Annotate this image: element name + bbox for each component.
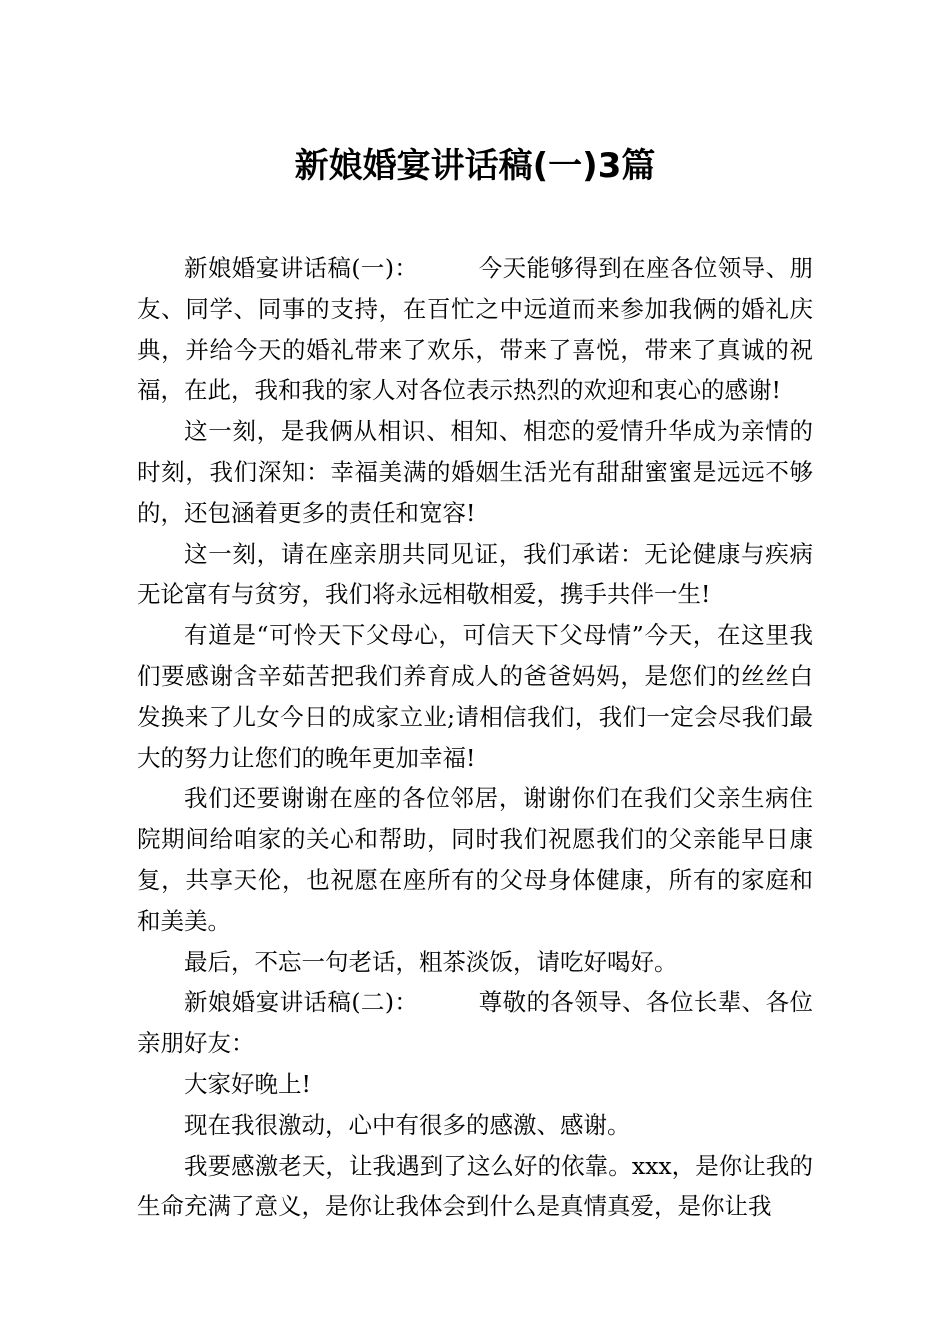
paragraph-2: 这一刻，是我俩从相识、相知、相恋的爱情升华成为亲情的时刻，我们深知：幸福美满的婚姻生活光有甜甜蜜蜜是远远不够的，还包涵着更多的责任和宽容! bbox=[137, 417, 813, 527]
document-title: 新娘婚宴讲话稿(一)3篇 bbox=[294, 146, 656, 186]
document-body bbox=[137, 248, 813, 1227]
paragraph-4: 有道是“可怜天下父母心，可信天下父母情”今天，在这里我们要感谢含辛茹苦把我们养育成人的爸爸妈妈，是您们的丝丝白发换来了儿女今日的成家立业;请相信我们，我们一定会尽我们最大的努力让您们的晚年更加幸福! bbox=[137, 621, 813, 772]
paragraph-8: 大家好晚上! bbox=[184, 1069, 311, 1098]
paragraph-10: 我要感激老天，让我遇到了这么好的依靠。xxx，是你让我的生命充满了意义，是你让我体会到什么是真情真爱，是你让我 bbox=[137, 1151, 813, 1221]
paragraph-1-text: 今天能够得到在座各位领导、朋友、同学、同事的支持，在百忙之中远道而来参加我俩的婚礼庆典，并给今天的婚礼带来了欢乐，带来了喜悦，带来了真诚的祝福，在此，我和我的家人对各位表示热烈的欢迎和衷心的感谢! bbox=[137, 254, 813, 405]
section-two-heading: 新娘婚宴讲话稿(二)： bbox=[184, 988, 419, 1017]
paragraph-1 bbox=[137, 248, 813, 411]
paragraph-9: 现在我很激动，心中有很多的感激、感谢。 bbox=[184, 1110, 631, 1139]
paragraph-5: 我们还要谢谢在座的各位邻居，谢谢你们在我们父亲生病住院期间给咱家的关心和帮助，同时我们祝愿我们的父亲能早日康复，共享天伦，也祝愿在座所有的父母身体健康，所有的家庭和和美美。 bbox=[137, 784, 813, 935]
paragraph-3: 这一刻，请在座亲朋共同见证，我们承诺：无论健康与疾病无论富有与贫穷，我们将永远相敬相爱，携手共伴一生! bbox=[137, 539, 813, 609]
paragraph-6: 最后，不忘一句老话，粗茶淡饭，请吃好喝好。 bbox=[184, 947, 678, 976]
paragraph-7-text: 尊敬的各领导、各位长辈、各位亲朋好友： bbox=[137, 988, 813, 1058]
section-one-heading: 新娘婚宴讲话稿(一)： bbox=[184, 254, 419, 282]
paragraph-7 bbox=[137, 982, 813, 1064]
